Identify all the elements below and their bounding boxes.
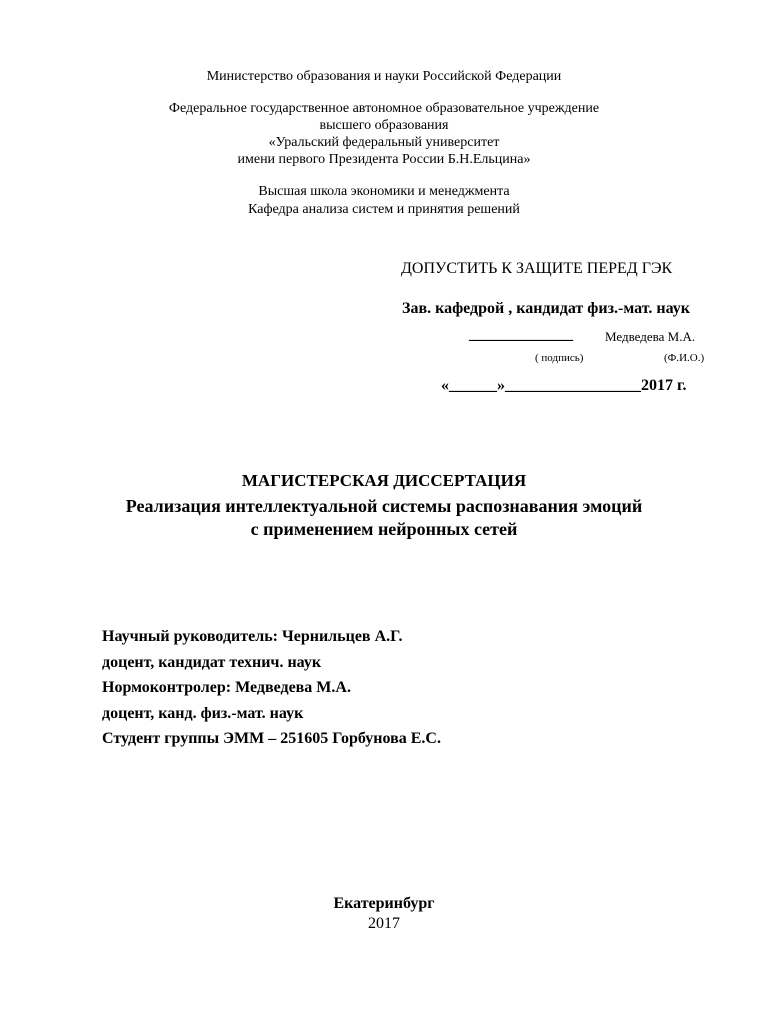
approval-date-line: «______»_________________2017 г. — [441, 377, 687, 394]
student-line: Студент группы ЭММ – 251605 Горбунова Е.С. — [102, 730, 441, 747]
signature-caption: ( подпись) — [535, 352, 584, 364]
head-of-department-name: Медведева М.А. — [605, 329, 696, 344]
supervisor-line: Научный руководитель: Чернильцев А.Г. — [102, 628, 403, 645]
school-line: Высшая школа экономики и менеджмента — [258, 184, 510, 199]
city-line: Екатеринбург — [333, 895, 435, 912]
thesis-type: МАГИСТЕРСКАЯ ДИССЕРТАЦИЯ — [241, 471, 527, 490]
head-of-department-title: Зав. кафедрой , кандидат физ.-мат. наук — [402, 300, 690, 317]
year-line: 2017 — [368, 915, 400, 932]
thesis-title-line-2: с применением нейронных сетей — [250, 519, 518, 539]
name-caption: (Ф.И.О.) — [664, 352, 705, 364]
signature-line: _____________ — [469, 326, 573, 343]
supervisor-position-line: доцент, кандидат технич. наук — [102, 654, 322, 671]
normcontroller-line: Нормоконтролер: Медведева М.А. — [102, 679, 351, 696]
university-line-2: имени первого Президента России Б.Н.Ельцина» — [237, 152, 531, 167]
university-line-1: «Уральский федеральный университет — [268, 135, 500, 150]
ministry-line: Министерство образования и науки Российской Федерации — [206, 69, 562, 84]
normcontroller-position-line: доцент, канд. физ.-мат. наук — [102, 705, 304, 722]
thesis-title-line-1: Реализация интеллектуальной системы распознавания эмоций — [125, 496, 643, 516]
institution-line-1: Федеральное государственное автономное образовательное учреждение — [168, 101, 600, 116]
institution-line-2: высшего образования — [319, 118, 449, 133]
approval-heading: ДОПУСТИТЬ К ЗАЩИТЕ ПЕРЕД ГЭК — [401, 260, 673, 277]
department-line: Кафедра анализа систем и принятия решений — [248, 202, 520, 217]
